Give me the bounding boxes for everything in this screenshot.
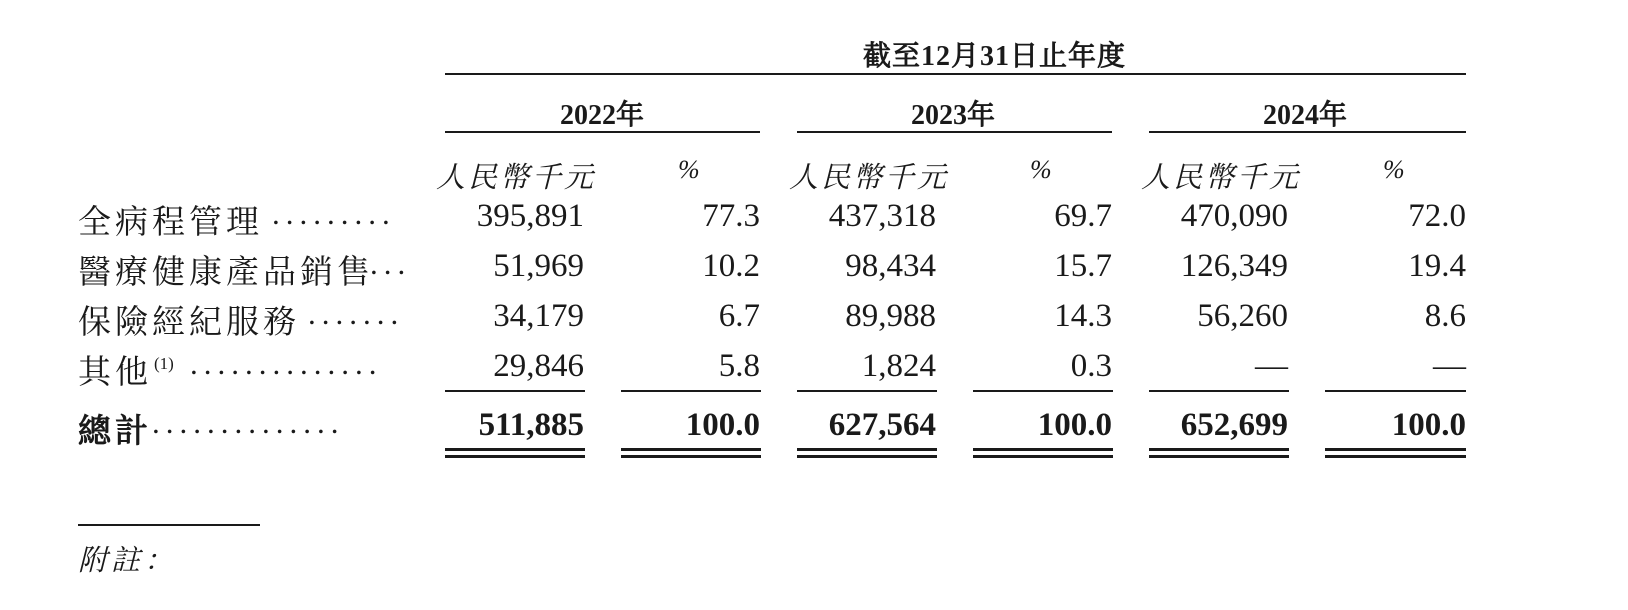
year-2024-header: 2024年 xyxy=(1262,100,1347,131)
cell-2023-amount: 98,434 xyxy=(845,248,936,284)
cell-2023-percent: 69.7 xyxy=(1054,198,1112,234)
cell-2024-amount: — xyxy=(1255,348,1288,384)
row-label: 保險經紀服務 xyxy=(78,305,300,341)
cell-2022-amount: 29,846 xyxy=(493,348,584,384)
cell-2024-amount: 56,260 xyxy=(1197,298,1288,334)
cell-2023-amount: 1,824 xyxy=(861,348,936,384)
cell-2022-percent: 6.7 xyxy=(718,298,760,334)
unit-percent-2024: % xyxy=(1383,155,1405,184)
subtotal-rule xyxy=(621,390,761,392)
total-2024-percent: 100.0 xyxy=(1391,407,1466,443)
cell-2024-amount: 470,090 xyxy=(1180,198,1288,234)
unit-percent-2022: % xyxy=(678,155,700,184)
total-2024-amount: 652,699 xyxy=(1180,407,1288,443)
leader-dots: ....... xyxy=(308,296,405,331)
total-2023-percent: 100.0 xyxy=(1037,407,1112,443)
subtotal-rule xyxy=(973,390,1113,392)
cell-2023-percent: 0.3 xyxy=(1070,348,1112,384)
total-2022-percent: 100.0 xyxy=(685,407,760,443)
leader-dots: ......... xyxy=(272,196,396,231)
cell-2023-percent: 15.7 xyxy=(1054,248,1112,284)
cell-2022-percent: 10.2 xyxy=(702,248,760,284)
total-double-rule xyxy=(973,448,1113,458)
period-rule xyxy=(445,73,1466,75)
cell-2024-percent: 19.4 xyxy=(1408,248,1466,284)
notes-separator xyxy=(78,524,260,526)
cell-2022-amount: 34,179 xyxy=(493,298,584,334)
cell-2024-percent: 72.0 xyxy=(1408,198,1466,234)
unit-amount-2023: 人民幣千元 xyxy=(789,162,950,194)
cell-2024-percent: 8.6 xyxy=(1424,298,1466,334)
total-2023-amount: 627,564 xyxy=(828,407,936,443)
cell-2023-amount: 89,988 xyxy=(845,298,936,334)
cell-2022-percent: 5.8 xyxy=(718,348,760,384)
subtotal-rule xyxy=(1325,390,1466,392)
cell-2023-amount: 437,318 xyxy=(828,198,936,234)
total-double-rule xyxy=(797,448,937,458)
row-label: 醫療健康產品銷售 xyxy=(78,255,374,291)
subtotal-rule xyxy=(445,390,585,392)
cell-2022-amount: 395,891 xyxy=(476,198,584,234)
row-label: 全病程管理 xyxy=(78,205,263,241)
total-double-rule xyxy=(621,448,761,458)
year-2022-rule xyxy=(445,131,760,133)
cell-2024-percent: — xyxy=(1433,348,1466,384)
leader-dots: ... xyxy=(370,246,412,281)
cell-2022-percent: 77.3 xyxy=(702,198,760,234)
total-label: 總計 xyxy=(78,414,152,450)
period-header: 截至12月31日止年度 xyxy=(862,41,1126,72)
total-double-rule xyxy=(1325,448,1466,458)
leader-dots: .............. xyxy=(152,405,345,440)
unit-amount-2024: 人民幣千元 xyxy=(1141,162,1302,194)
row-label: 其他 $^{(1)}$ xyxy=(78,354,174,391)
notes-heading: 附註： xyxy=(78,545,178,577)
total-double-rule xyxy=(445,448,585,458)
year-2024-rule xyxy=(1149,131,1466,133)
cell-2024-amount: 126,349 xyxy=(1180,248,1288,284)
total-double-rule xyxy=(1149,448,1289,458)
year-2023-rule xyxy=(797,131,1112,133)
cell-2022-amount: 51,969 xyxy=(493,248,584,284)
year-2022-header: 2022年 xyxy=(559,100,644,131)
subtotal-rule xyxy=(797,390,937,392)
cell-2023-percent: 14.3 xyxy=(1054,298,1112,334)
year-2023-header: 2023年 xyxy=(910,100,995,131)
unit-percent-2023: % xyxy=(1030,155,1052,184)
total-2022-amount: 511,885 xyxy=(478,407,584,443)
leader-dots: .............. xyxy=(190,346,383,381)
subtotal-rule xyxy=(1149,390,1289,392)
unit-amount-2022: 人民幣千元 xyxy=(436,162,597,194)
